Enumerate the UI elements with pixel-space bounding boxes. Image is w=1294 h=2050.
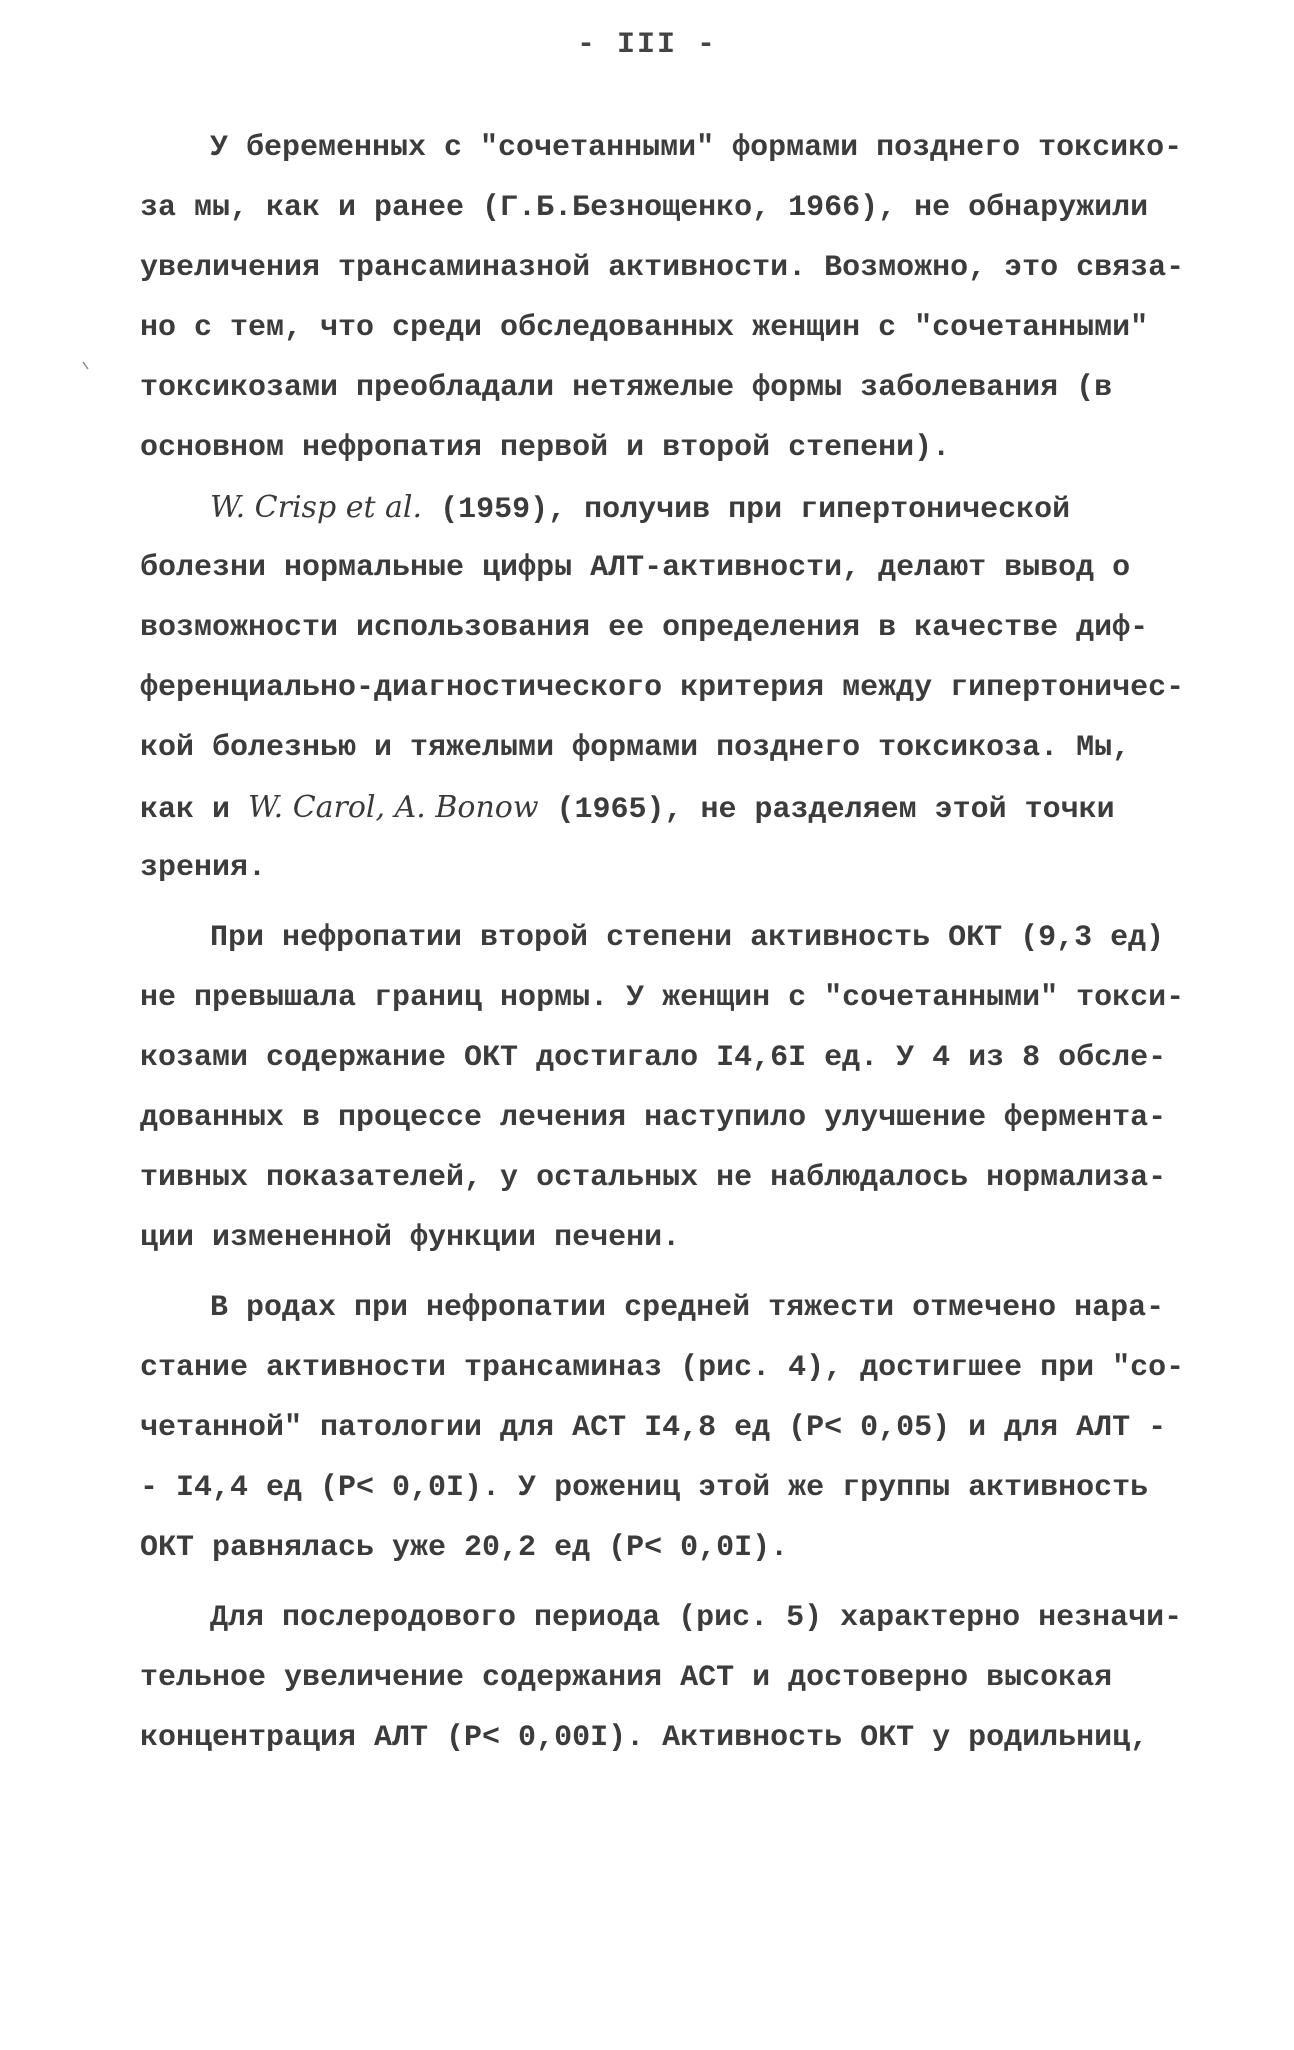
text-line: но с тем, что среди обследованных женщин с "сочетанными" [140,311,1149,345]
text-line: Для послеродового периода (рис. 5) характерно незначи- [210,1601,1183,1635]
page-number: - III - [576,28,718,62]
handwritten-author-name: W. Crisp et al. [210,490,423,525]
text-line: не превышала границ нормы. У женщин с "сочетанными" токси- [140,981,1185,1015]
text-line: стание активности трансаминаз (рис. 4), достигшее при "со- [140,1351,1185,1385]
text-line: основном нефропатия первой и второй степени). [140,431,951,465]
paragraph-3 [140,908,1202,1268]
text-line: В родах при нефропатии средней тяжести отмечено нара- [210,1291,1165,1325]
text-line: возможности использования ее определения в качестве диф- [140,611,1149,645]
text-line: зрения. [140,851,267,885]
paragraph-gap [140,898,1202,908]
body-text [140,118,1202,1768]
text-line [140,478,1202,538]
text-line: ции измененной функции печени. [140,1221,681,1255]
paragraph-1 [140,118,1202,478]
paragraph-gap [140,1268,1202,1278]
paragraph-gap [140,1578,1202,1588]
text-line: - I4,4 ед (P< 0,0I). У рожениц этой же группы активность [140,1471,1149,1505]
handwritten-author-name: W. Carol, A. Bonow [248,790,539,825]
text-segment: как и [140,793,249,827]
text-line: дованных в процессе лечения наступило улучшение фермента- [140,1101,1167,1135]
stray-pen-mark [82,358,90,368]
text-line: тивных показателей, у остальных не наблюдалось нормализа- [140,1161,1167,1195]
text-line: четанной" патологии для АСТ I4,8 ед (P< 0,05) и для АЛТ - [140,1411,1167,1445]
text-line: концентрация АЛТ (P< 0,00I). Активность ОКТ у родильниц, [140,1721,1149,1755]
text-line: кой болезнью и тяжелыми формами позднего токсикоза. Мы, [140,731,1131,765]
text-segment: (1965), не разделяем этой точки [538,793,1115,827]
text-line: болезни нормальные цифры АЛТ-активности, делают вывод о [140,551,1131,585]
text-segment: (1959), получив при гипертонической [422,493,1071,527]
paragraph-5 [140,1588,1202,1768]
text-line: козами содержание ОКТ достигало I4,6I ед. У 4 из 8 обсле- [140,1041,1167,1075]
text-line: за мы, как и ранее (Г.Б.Безнощенко, 1966), не обнаружили [140,191,1149,225]
text-line [140,778,1202,838]
paragraph-2 [140,478,1202,898]
text-line: При нефропатии второй степени активность ОКТ (9,3 ед) [210,921,1165,955]
text-line: ференциально-диагностического критерия между гипертоничес- [140,671,1185,705]
paragraph-4 [140,1278,1202,1578]
text-line: тельное увеличение содержания АСТ и достоверно высокая [140,1661,1113,1695]
text-line: У беременных с "сочетанными" формами позднего токсико- [210,131,1183,165]
text-line: токсикозами преобладали нетяжелые формы заболевания (в [140,371,1113,405]
text-line: увеличения трансаминазной активности. Возможно, это связа- [140,251,1185,285]
text-line: ОКТ равнялась уже 20,2 ед (P< 0,0I). [140,1531,789,1565]
